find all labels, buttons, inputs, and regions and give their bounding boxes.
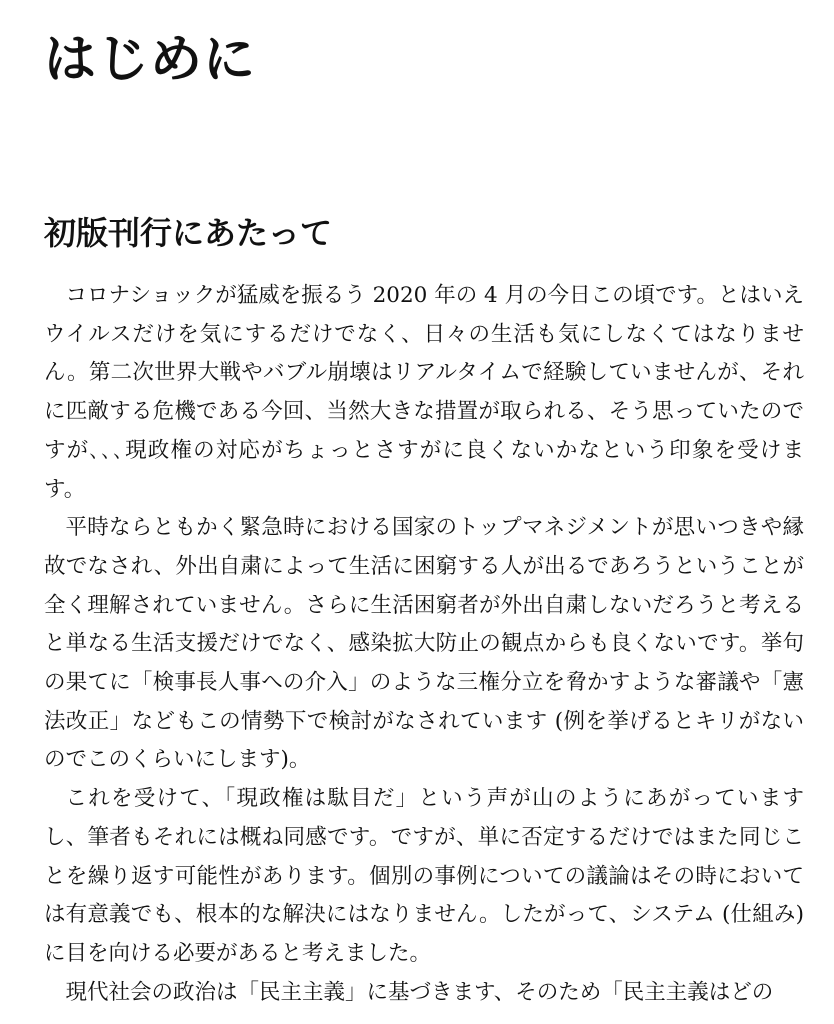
section-title: 初版刊行にあたって (44, 214, 333, 252)
paragraph: 現代社会の政治は「民主主義」に基づきます、そのため「民主主義はどの (65, 979, 774, 1005)
paragraph: これを受けて、「現政権は駄目だ」という声が山のようにあがっていますし、筆者もそれには概ね同感です。ですが、単に否定するだけではまた同じことを繰り返す可能性があります。個別の事例についての議論はその時においては有意義でも、根本的な解決にはなりません。したがって、システム (仕組み) に目を向ける必要があると考えました。 (44, 786, 804, 966)
chapter-title: はじめに (44, 30, 257, 90)
body-text (44, 277, 804, 1012)
paragraph: 平時ならともかく緊急時における国家のトップマネジメントが思いつきや縁故でなされ、外出自粛によって生活に困窮する人が出るであろうということが全く理解されていません。さらに生活困窮者が外出自粛しないだろうと考えると単なる生活支援だけでなく、感染拡大防止の観点からも良くないです。挙句の果てに「検事長人事への介入」のような三権分立を脅かすような審議や「憲法改正」などもこの情勢下で検討がなされています (例を挙げるとキリがないのでこのくらいにします)。 (44, 515, 804, 773)
paragraph: コロナショックが猛威を振るう 2020 年の 4 月の今日この頃です。とはいえウイルスだけを気にするだけでなく、日々の生活も気にしなくてはなりません。第二次世界大戦やバブル崩壊はリアルタイムで経験していませんが、それに匹敵する危機である今回、当然大きな措置が取られる、そう思っていたのですが､､､現政権の対応がちょっとさすがに良くないかなという印象を受けます。 (44, 283, 804, 502)
